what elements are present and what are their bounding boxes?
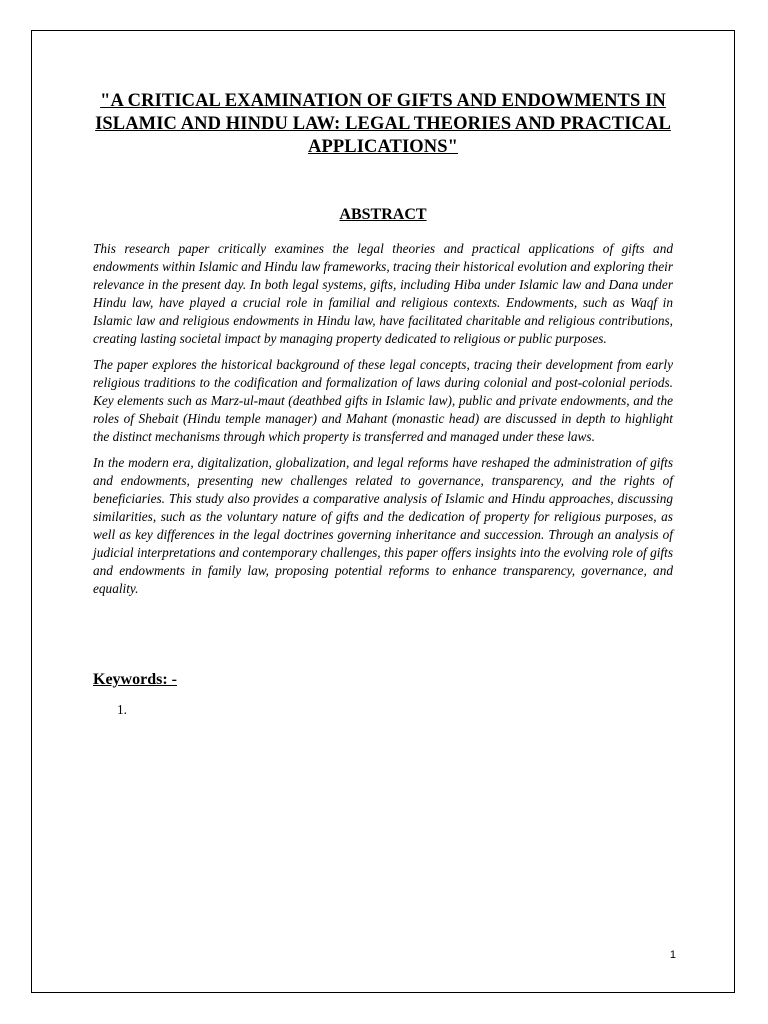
abstract-paragraph: This research paper critically examines the legal theories and practical applications of gifts and endowments within Islamic and Hindu law frameworks, tracing their historical evolution and exploring their relevance in the present day. In both legal systems, gifts, including Hiba under Islamic law and Dana under Hindu law, have played a crucial role in familial and religious contexts. Endowments, such as Waqf in Islamic law and religious endowments in Hindu law, have facilitated charitable and religious contributions, creating lasting societal impact by managing property dedicated to religious or public purposes. (93, 241, 673, 346)
keywords-heading: Keywords: - (93, 671, 177, 688)
paper-title: "A CRITICAL EXAMINATION OF GIFTS AND ENDOWMENTS IN ISLAMIC AND HINDU LAW: LEGAL THEORIES AND PRACTICAL APPLICATIONS" (95, 91, 671, 157)
abstract-heading: ABSTRACT (339, 206, 427, 223)
keyword-item: 1. (117, 702, 127, 717)
abstract-body (93, 240, 673, 606)
page-number: 1 (669, 949, 676, 961)
abstract-paragraph: The paper explores the historical background of these legal concepts, tracing their development from early religious traditions to the codification and formalization of laws during colonial and post-colonial periods. Key elements such as Marz-ul-maut (deathbed gifts in Islamic law), public and private endowments, and the roles of Shebait (Hindu temple manager) and Mahant (monastic head) are discussed in depth to highlight the distinct mechanisms through which property is transferred and managed under these laws. (93, 357, 673, 444)
abstract-paragraph: In the modern era, digitalization, globalization, and legal reforms have reshaped the administration of gifts and endowments, presenting new challenges related to governance, transparency, and the rights of beneficiaries. This study also provides a comparative analysis of Islamic and Hindu approaches, discussing similarities, such as the voluntary nature of gifts and the dedication of property for religious purposes, as well as key differences in the legal doctrines governing inheritance and succession. Through an analysis of judicial interpretations and contemporary challenges, this paper offers insights into the evolving role of gifts and endowments in family law, proposing potential reforms to enhance transparency, governance, and equality. (93, 455, 673, 596)
keywords-list (117, 701, 127, 719)
